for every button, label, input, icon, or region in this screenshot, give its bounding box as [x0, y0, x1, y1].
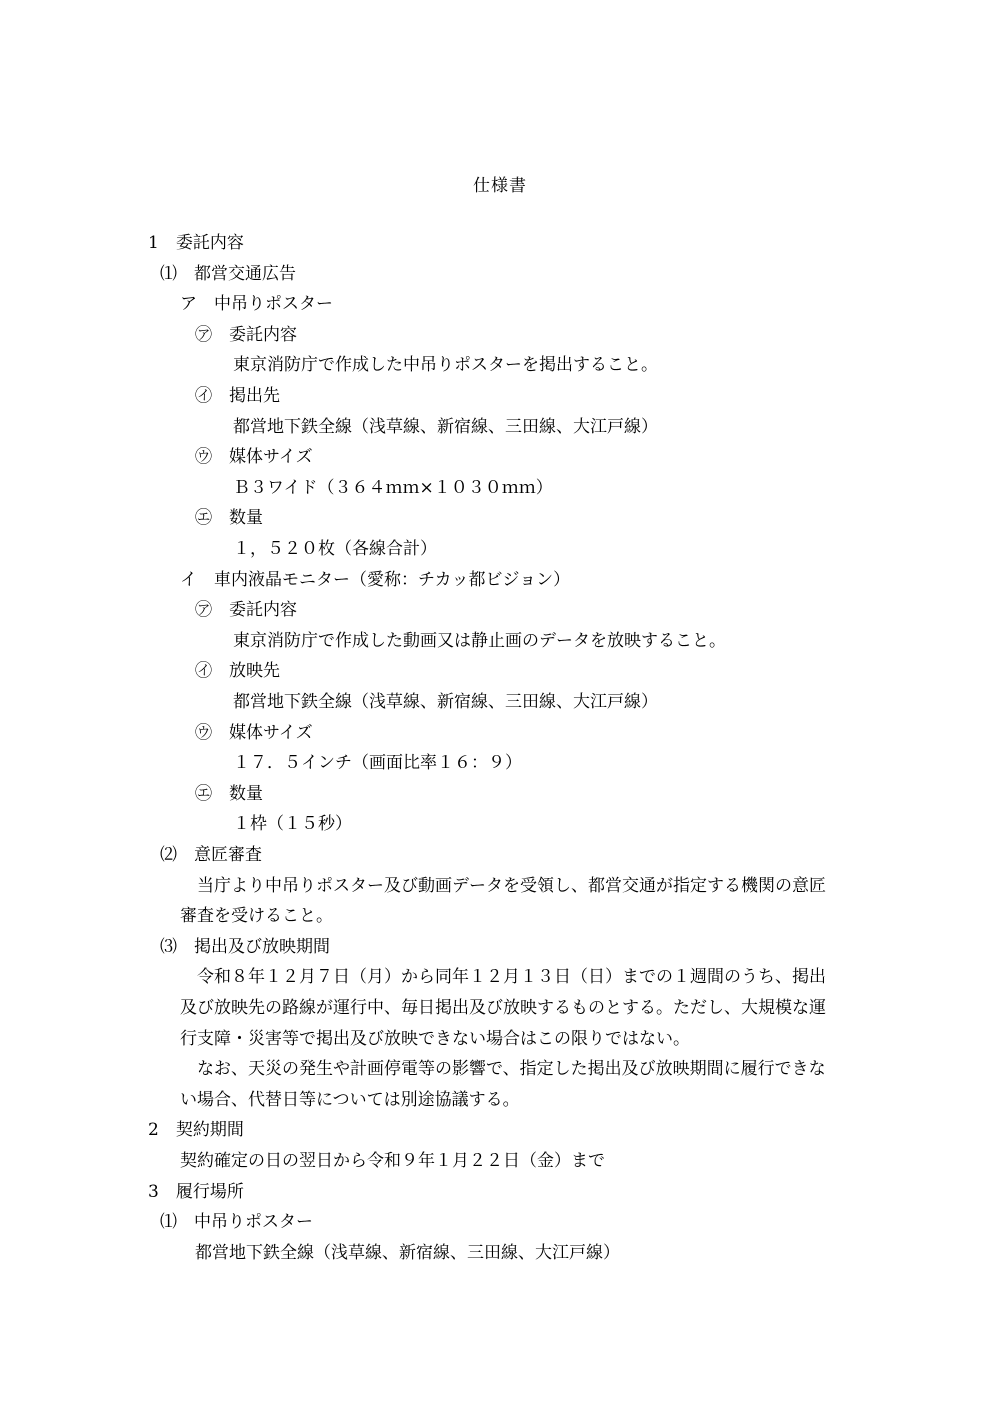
document-line: 2 契約期間: [148, 1120, 244, 1141]
document-line: ㋒ 媒体サイズ: [195, 447, 313, 468]
document-line: Ｂ３ワイド（３６４ｍｍ×１０３０ｍｍ）: [233, 477, 553, 498]
document-line: なお、天災の発生や計画停電等の影響で、指定した掲出及び放映期間に履行できな: [180, 1059, 826, 1080]
document-line: ㋐ 委託内容: [195, 324, 297, 345]
document-line: ア 中吊りポスター: [180, 294, 333, 315]
document-line: ㋑ 放映先: [195, 661, 280, 682]
document-line: ㋓ 数量: [195, 783, 263, 804]
document-line: 行支障・災害等で掲出及び放映できない場合はこの限りではない。: [180, 1028, 690, 1049]
document-line: 1 委託内容: [148, 233, 244, 253]
document-line: 都営地下鉄全線（浅草線、新宿線、三田線、大江戸線）: [233, 416, 658, 437]
document-line: ⑵ 意匠審査: [160, 845, 262, 865]
document-line: 都営地下鉄全線（浅草線、新宿線、三田線、大江戸線）: [233, 692, 658, 712]
document-line: ⑶ 掲出及び放映期間: [160, 936, 330, 957]
document-line: 及び放映先の路線が運行中、毎日掲出及び放映するものとする。ただし、大規模な運: [180, 998, 826, 1018]
page-title: 仕様書: [473, 176, 527, 196]
document-line: い場合、代替日等については別途協議する。: [180, 1089, 520, 1110]
document-line: ⑴ 都営交通広告: [160, 263, 296, 284]
document-line: ㋑ 掲出先: [195, 386, 280, 406]
document-line: ㋒ 媒体サイズ: [195, 722, 313, 743]
document-line: 契約確定の日の翌日から令和９年１月２２日（金）まで: [180, 1151, 605, 1171]
document-line: 東京消防庁で作成した中吊りポスターを掲出すること。: [233, 355, 658, 376]
document-line: イ 車内液晶モニター（愛称：チカッ都ビジョン）: [180, 569, 571, 590]
document-line: １７．５インチ（画面比率１６：９）: [233, 753, 522, 774]
document-line: 都営地下鉄全線（浅草線、新宿線、三田線、大江戸線）: [195, 1242, 620, 1263]
document-line: 令和８年１２月７日（月）から同年１２月１３日（日）までの１週間のうち、掲出: [180, 967, 826, 988]
document-line: 当庁より中吊りポスター及び動画データを受領し、都営交通が指定する機関の意匠: [180, 875, 826, 896]
document-line: ㋓ 数量: [195, 508, 263, 529]
document-line: 3 履行場所: [148, 1181, 244, 1202]
document-line: １，５２０枚（各線合計）: [233, 539, 437, 559]
document-line: 東京消防庁で作成した動画又は静止画のデータを放映すること。: [233, 630, 726, 651]
document-line: 審査を受けること。: [180, 906, 333, 927]
document-line: １枠（１５秒）: [233, 814, 352, 835]
document-line: ⑴ 中吊りポスター: [160, 1212, 313, 1233]
document-line: ㋐ 委託内容: [195, 600, 297, 621]
